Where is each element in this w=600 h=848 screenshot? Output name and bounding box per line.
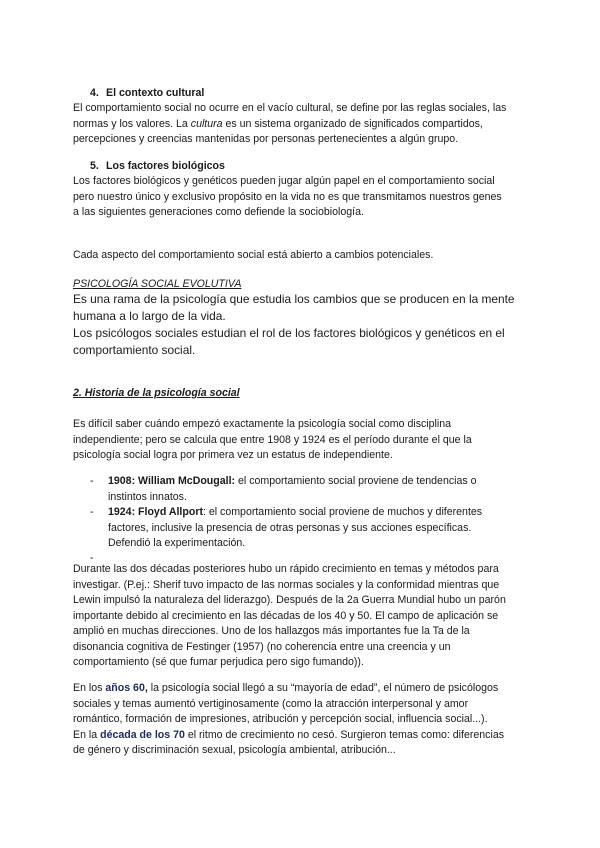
section-5-number: 5.: [90, 160, 99, 172]
paragraph-line: [73, 117, 506, 133]
paragraph-line: humana a lo largo de la vida.: [73, 309, 226, 323]
bullet-line: [108, 474, 477, 490]
paragraph-line: amplió en muchas direcciones. Uno de los hallazgos más importantes fue la Ta de la: [73, 625, 470, 637]
historia-heading-text: 2. Historia de la psicología social: [73, 387, 240, 399]
bullet-line: [108, 505, 482, 521]
paragraph-line: de género y discriminación sexual, psicología ambiental, atribución...: [73, 744, 396, 756]
text-run: normas y los valores. La: [73, 117, 191, 130]
paragraph-line: sociales y temas aumentó vertiginosamente (como la atracción interpersonal y amor: [73, 697, 469, 710]
paragraph-line: comportamiento (sé que fumar perjudica pero sigo fumando)).: [73, 656, 364, 668]
paragraph-line: Lewin impulsó la naturaleza del liderazgo). Después de la 2a Guerra Mundial hubo un parón: [73, 594, 506, 606]
decada-70-bold: década de los 70: [100, 728, 185, 741]
historia-paragraph-3: [73, 681, 504, 759]
bullet-dash: -: [90, 506, 94, 518]
historia-heading: [73, 386, 240, 402]
paragraph-line: percepciones y creencias mantenidas por personas pertenecientes a algún grupo.: [73, 133, 459, 145]
text-run: el ritmo de crecimiento no cesó. Surgieron temas como: diferencias: [184, 728, 505, 741]
paragraph-line: [73, 681, 504, 697]
paragraph-line: Los psicólogos sociales estudian el rol de los factores biológicos y genéticos en el: [73, 326, 505, 340]
paragraph-line: importante debido al crecimiento en las décadas de los 40 y 50. El campo de aplicación se: [73, 609, 499, 622]
bullet-line: Defendió la experimentación.: [108, 537, 246, 549]
section-5-heading: [90, 159, 225, 175]
section-4-number: 4.: [90, 87, 99, 99]
text-run: En la: [73, 728, 101, 741]
paragraph-line: Los factores biológicos y genéticos pueden jugar algún papel en el comportamiento social: [73, 175, 495, 187]
evolutiva-paragraph: [73, 291, 515, 359]
bullet-bold: 1908: William McDougall:: [108, 475, 236, 487]
bullet-line: factores, inclusive la presencia de otras personas y sus acciones específicas.: [108, 521, 472, 534]
historia-bullet-list: [90, 474, 530, 564]
historia-paragraph-2: [73, 562, 506, 671]
evolutiva-heading-text: PSICOLOGÍA SOCIAL EVOLUTIVA: [73, 278, 242, 290]
bullet-item-allport: [108, 505, 482, 552]
historia-intro: [73, 417, 472, 464]
paragraph-line: independiente; pero se calcula que entre 1908 y 1924 es el período durante el que la: [73, 433, 472, 446]
change-note: Cada aspecto del comportamiento social está abierto a cambios potenciales.: [73, 249, 434, 261]
paragraph-line: Durante las dos décadas posteriores hubo un rápido crecimiento en temas y métodos para: [73, 563, 499, 575]
bullet-item-mcdougall: [108, 474, 477, 505]
bullet-dash: -: [90, 475, 94, 487]
bullet-dash: -: [90, 552, 94, 564]
paragraph-line: comportamiento social.: [73, 343, 196, 357]
paragraph-line: El comportamiento social no ocurre en el vacío cultural, se define por las reglas sociales, las: [73, 102, 507, 114]
paragraph-line: investigar. (P.ej.: Sherif tuvo impacto de las normas sociales y la conformidad mientras que: [73, 578, 500, 591]
text-run: En los: [73, 682, 106, 694]
paragraph-line: disonancia cognitiva de Festinger (1957) (no coherencia entre una creencia y un: [73, 640, 451, 653]
section-4-heading: [90, 86, 204, 102]
section-5-paragraph: [73, 174, 502, 221]
text-run: : el comportamiento social proviene de muchos y diferentes: [202, 506, 483, 518]
paragraph-line: Es una rama de la psicología que estudia los cambios que se producen en la mente: [73, 292, 515, 306]
cultura-emphasis: cultura: [190, 117, 223, 130]
text-run: el comportamiento social proviene de tendencias o: [235, 475, 477, 487]
paragraph-line: pero nuestro único y exclusivo propósito en la vida no es que transmitamos nuestros genes: [73, 190, 502, 203]
paragraph-line: [73, 728, 504, 744]
text-run: la psicología social llegó a su “mayoría de edad”, el número de psicólogos: [147, 682, 499, 694]
bullet-line: instintos innatos.: [108, 490, 187, 503]
text-run: es un sistema organizado de significados compartidos,: [222, 117, 483, 130]
anos-60-bold: años 60,: [105, 682, 148, 694]
paragraph-line: psicología social logra por primera vez un estatus de independiente.: [73, 449, 393, 461]
paragraph-line: a las siguientes generaciones como defiende la sociobiología.: [73, 206, 364, 218]
paragraph-line: Es difícil saber cuándo empezó exactamente la psicología social como disciplina: [73, 418, 452, 430]
section-5-title: Los factores biológicos: [106, 160, 225, 172]
bullet-bold: 1924: Floyd Allport: [108, 506, 203, 518]
section-4-paragraph: [73, 101, 506, 148]
section-4-title: El contexto cultural: [106, 87, 205, 99]
paragraph-line: romántico, formación de impresiones, atribución y percepción social, influencia social...).: [73, 713, 488, 725]
